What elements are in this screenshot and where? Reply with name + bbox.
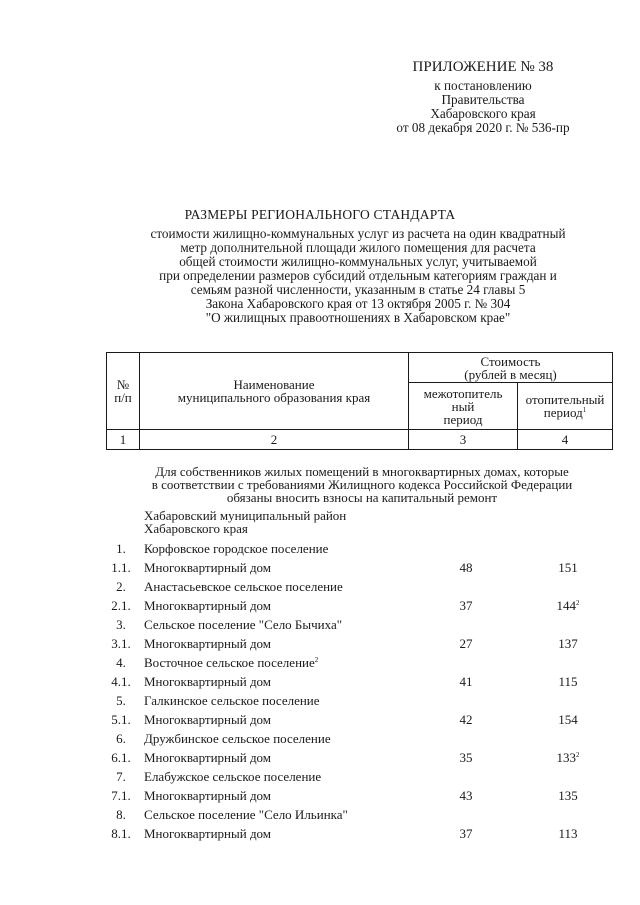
subtitle-line: при определении размеров субсидий отдельным категориям граждан и: [159, 268, 557, 283]
row-number: 2.1.: [111, 598, 131, 613]
section-note: [108, 465, 616, 504]
interheating-value: 48: [459, 560, 473, 575]
header-num-cell: [107, 353, 140, 430]
row-number: 6.: [116, 731, 126, 746]
row-name: Многоквартирный дом: [144, 712, 272, 727]
heating-value-text: 151: [558, 560, 578, 575]
row-number: 1.1.: [111, 560, 131, 575]
row-name: Многоквартирный дом: [144, 636, 272, 651]
row-name: Сельское поселение "Село Ильинка": [144, 807, 348, 822]
row-number: 8.1.: [111, 826, 131, 841]
row-name: Многоквартирный дом: [144, 826, 272, 841]
appendix-line: к постановлению: [434, 78, 532, 93]
subtitle-line: стоимости жилищно-коммунальных услуг из расчета на один квадратный: [150, 226, 566, 241]
subtitle-line: общей стоимости жилищно-коммунальных услуг, учитываемой: [179, 254, 537, 269]
heating-value: [526, 712, 610, 728]
row-name: Многоквартирный дом: [144, 788, 272, 803]
row-number: 5.: [116, 693, 126, 708]
header-interheating-cell: [409, 383, 518, 430]
header-heating-label: отопительный: [525, 392, 605, 407]
row-name: Анастасьевское сельское поселение: [144, 579, 343, 594]
header-interheating-label: ный: [451, 398, 475, 414]
header-interheating-label: межотопитель: [423, 385, 503, 401]
subtitle-line: метр дополнительной площади жилого помещения для расчета: [180, 240, 536, 255]
column-number-cell: 3: [409, 430, 518, 450]
table-row: [0, 807, 640, 823]
header-num-label: №: [116, 377, 130, 392]
interheating-value: 41: [459, 674, 473, 689]
table-row: [0, 693, 640, 709]
heating-value-text: 113: [558, 826, 578, 841]
heating-value: [526, 674, 610, 690]
header-interheating-label: период: [443, 411, 483, 427]
appendix-title: ПРИЛОЖЕНИЕ № 38: [412, 59, 554, 75]
heating-value: [526, 750, 610, 766]
table-row: [0, 788, 640, 804]
row-number: 7.: [116, 769, 126, 784]
table-row: [0, 712, 640, 728]
table-row: [0, 655, 640, 671]
footnote-marker: 2: [576, 751, 580, 759]
table-row: [0, 769, 640, 785]
row-number: 2.: [116, 579, 126, 594]
subtitle-line: Закона Хабаровского края от 13 октября 2005 г. № 304: [205, 296, 511, 311]
section-note-line: в соответствии с требованиями Жилищного кодекса Российской Федерации: [151, 477, 573, 492]
header-name-label: Наименование: [233, 377, 315, 392]
header-heating-label: период: [543, 405, 583, 420]
row-number: 3.: [116, 617, 126, 632]
interheating-value: 42: [459, 712, 473, 727]
interheating-value: 27: [459, 636, 473, 651]
row-name: Многоквартирный дом: [144, 598, 272, 613]
row-number: 8.: [116, 807, 126, 822]
row-name: Многоквартирный дом: [144, 674, 272, 689]
table-row: [0, 579, 640, 595]
appendix-line: Правительства: [441, 92, 525, 107]
column-number-cell: 4: [518, 430, 613, 450]
row-name: Дружбинское сельское поселение: [144, 731, 331, 746]
document-subtitle: [0, 227, 640, 325]
table-row: [0, 598, 640, 614]
footnote-marker: 2: [314, 656, 319, 664]
header-num-label: п/п: [114, 390, 132, 405]
row-name: Многоквартирный дом: [144, 750, 272, 765]
section-note-line: обязаны вносить взносы на капитальный ремонт: [226, 490, 498, 505]
row-number: 3.1.: [111, 636, 131, 651]
row-number: 1.: [116, 541, 126, 556]
header-heating-cell: [518, 383, 613, 430]
row-number: 6.1.: [111, 750, 131, 765]
region-heading: [144, 509, 346, 535]
row-number: 4.: [116, 655, 126, 670]
heating-value: [526, 788, 610, 804]
row-name: Многоквартирный дом: [144, 560, 272, 575]
region-line: Хабаровский муниципальный район: [144, 508, 347, 523]
row-number: 4.1.: [111, 674, 131, 689]
table-row: [0, 731, 640, 747]
interheating-value: 43: [459, 788, 473, 803]
header-heating-label: [518, 406, 612, 419]
footnote-marker: 1: [582, 406, 587, 414]
column-number-cell: 1: [107, 430, 140, 450]
heating-value: [526, 826, 610, 842]
appendix-date-line: от 08 декабря 2020 г. № 536-пр: [396, 120, 570, 135]
table-row: [0, 750, 640, 766]
row-name: Галкинское сельское поселение: [144, 693, 320, 708]
interheating-value: 37: [459, 598, 473, 613]
table-row: [0, 636, 640, 652]
heating-value-text: 133: [556, 750, 576, 765]
row-name-text: Восточное сельское поселение: [144, 655, 315, 670]
heating-value-text: 144: [556, 598, 576, 613]
standards-table-header: [106, 352, 613, 450]
heating-value-text: 154: [558, 712, 578, 727]
table-row: [0, 674, 640, 690]
appendix-header: [378, 58, 588, 135]
interheating-value: 37: [459, 826, 473, 841]
row-name: Сельское поселение "Село Бычиха": [144, 617, 343, 632]
header-cost-cell: [409, 353, 613, 383]
section-note-line: Для собственников жилых помещений в многоквартирных домах, которые: [155, 464, 569, 479]
heating-value-text: 137: [558, 636, 578, 651]
table-row: [0, 826, 640, 842]
row-number: 7.1.: [111, 788, 131, 803]
row-name: Елабужское сельское поселение: [144, 769, 322, 784]
heating-value: [526, 560, 610, 576]
column-number-cell: 2: [140, 430, 409, 450]
header-cost-label: (рублей в месяц): [464, 366, 557, 382]
appendix-line: Хабаровского края: [430, 106, 536, 121]
document-title: РАЗМЕРЫ РЕГИОНАЛЬНОГО СТАНДАРТА: [184, 207, 456, 222]
heating-value: [526, 598, 610, 614]
subtitle-line: семьям разной численности, указанным в статье 24 главы 5: [190, 282, 526, 297]
region-line: Хабаровского края: [144, 521, 248, 536]
row-name: Корфовское городское поселение: [144, 541, 329, 556]
table-row: [0, 560, 640, 576]
header-name-cell: [140, 353, 409, 430]
row-number: 5.1.: [111, 712, 131, 727]
table-row: [0, 617, 640, 633]
heating-value: [526, 636, 610, 652]
header-cost-label: Стоимость: [480, 353, 541, 369]
interheating-value: 35: [459, 750, 473, 765]
header-name-label: муниципального образования края: [177, 390, 371, 405]
subtitle-line: "О жилищных правоотношениях в Хабаровском крае": [205, 310, 511, 325]
heating-value-text: 115: [558, 674, 578, 689]
table-row: [0, 541, 640, 557]
row-name: [144, 655, 318, 671]
heating-value-text: 135: [558, 788, 578, 803]
footnote-marker: 2: [576, 599, 580, 607]
